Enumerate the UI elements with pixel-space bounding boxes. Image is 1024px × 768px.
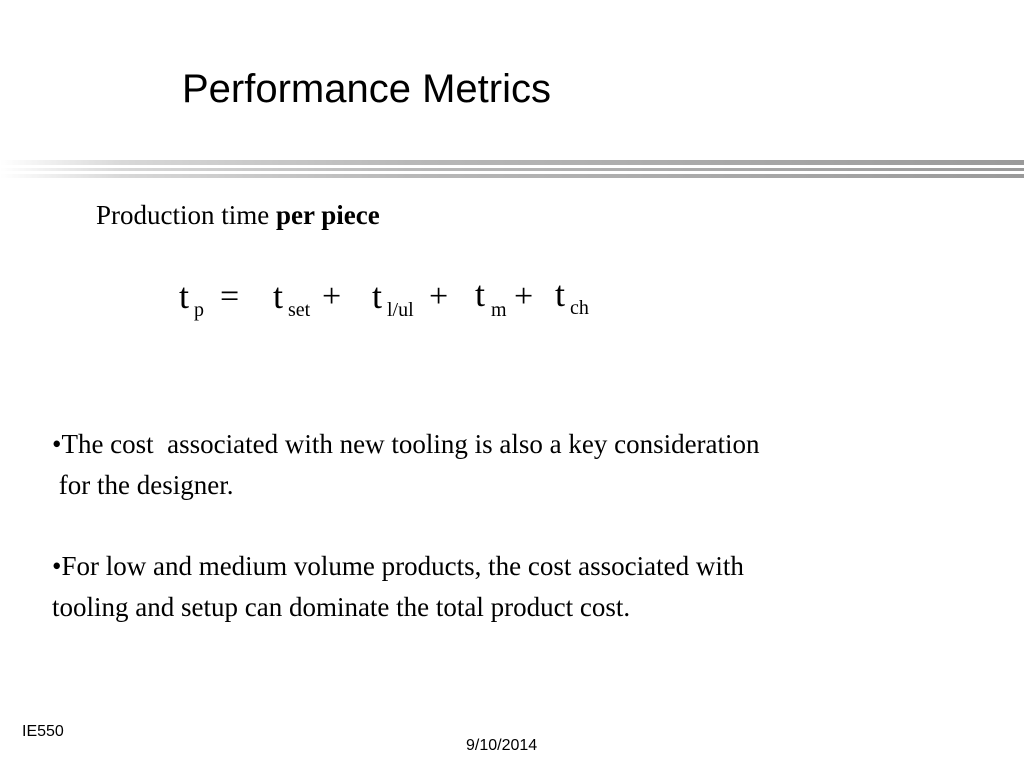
footer-date: 9/10/2014 bbox=[466, 737, 538, 754]
subtitle-text: Production time bbox=[96, 200, 276, 230]
equation-plus-sign: + bbox=[514, 278, 534, 315]
bullet-item bbox=[52, 424, 992, 506]
title-divider-line bbox=[0, 160, 1024, 165]
equation-term-variable: t bbox=[372, 276, 383, 316]
equation-plus-sign: + bbox=[429, 278, 449, 315]
subtitle bbox=[96, 198, 380, 232]
bullet-item bbox=[52, 546, 992, 628]
equation-plus-sign: + bbox=[322, 278, 342, 315]
equation-lhs-variable: t bbox=[179, 276, 190, 316]
equation-term-subscript: m bbox=[491, 299, 507, 321]
subtitle-bold-text: per piece bbox=[275, 200, 380, 230]
slide-title: Performance Metrics bbox=[182, 67, 551, 111]
equation-term-variable: t bbox=[555, 274, 566, 314]
title-divider-line bbox=[0, 174, 1024, 178]
equation-lhs-subscript: p bbox=[194, 299, 204, 321]
equation-equals-sign: = bbox=[220, 278, 240, 315]
equation-term-variable: t bbox=[273, 276, 284, 316]
bullet-line: •For low and medium volume products, the cost associated with bbox=[52, 551, 744, 581]
equation-term-variable: t bbox=[475, 274, 486, 314]
title-divider-line bbox=[0, 168, 1024, 171]
equation-term-subscript: ch bbox=[570, 297, 589, 319]
equation-term-subscript: set bbox=[288, 299, 311, 321]
bullet-line: tooling and setup can dominate the total product cost. bbox=[52, 592, 631, 622]
bullet-line: for the designer. bbox=[52, 470, 234, 500]
equation-term-subscript: l/ul bbox=[387, 299, 414, 321]
bullet-line: •The cost associated with new tooling is also a key consideration bbox=[52, 429, 760, 459]
footer-course-label: IE550 bbox=[22, 723, 64, 740]
